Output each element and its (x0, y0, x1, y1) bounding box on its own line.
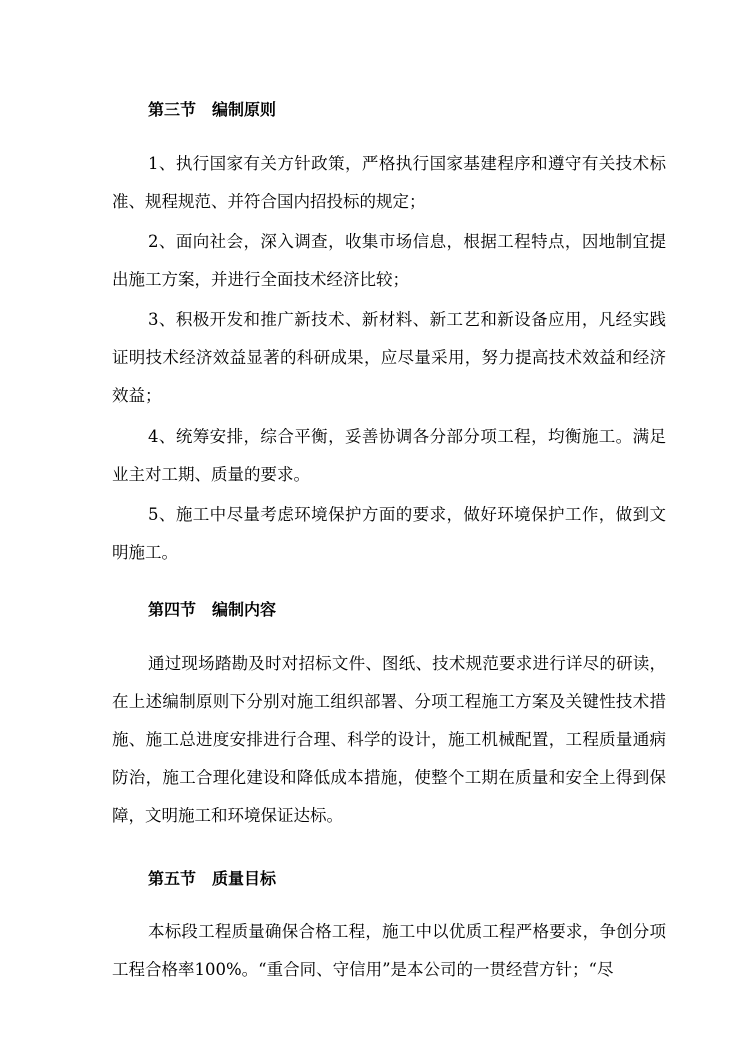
paragraph-principle-1: 1、执行国家有关方针政策，严格执行国家基建程序和遵守有关技术标准、规程规范、并符合国内招投标的规定； (112, 154, 666, 211)
section-heading-content: 第四节 编制内容 (148, 600, 277, 619)
paragraph-content: 通过现场踏勘及时对招标文件、图纸、技术规范要求进行详尽的研读，在上述编制原则下分别对施工组织部署、分项工程施工方案及关键性技术措施、施工总进度安排进行合理、科学的设计，施工机械配置，工程质量通病防治，施工合理化建设和降低成本措施，使整个工期在质量和安全上得到保障，文明施工和环境保证达标。 (112, 654, 666, 825)
paragraph-quality: 本标段工程质量确保合格工程，施工中以优质工程严格要求，争创分项工程合格率100%。“重合同、守信用”是本公司的一贯经营方针；“尽 (112, 922, 666, 979)
paragraph-principle-2: 2、面向社会，深入调查，收集市场信息，根据工程特点，因地制宜提出施工方案，并进行全面技术经济比较； (112, 232, 666, 289)
paragraph-principle-5: 5、施工中尽量考虑环境保护方面的要求，做好环境保护工作，做到文明施工。 (112, 505, 666, 562)
section-heading-quality: 第五节 质量目标 (148, 869, 277, 888)
section-heading-principles: 第三节 编制原则 (148, 100, 277, 119)
paragraph-principle-4: 4、统筹安排，综合平衡，妥善协调各分部分项工程，均衡施工。满足业主对工期、质量的要求。 (112, 427, 666, 484)
paragraph-principle-3: 3、积极开发和推广新技术、新材料、新工艺和新设备应用，凡经实践证明技术经济效益显著的科研成果，应尽量采用，努力提高技术效益和经济效益； (112, 310, 666, 405)
